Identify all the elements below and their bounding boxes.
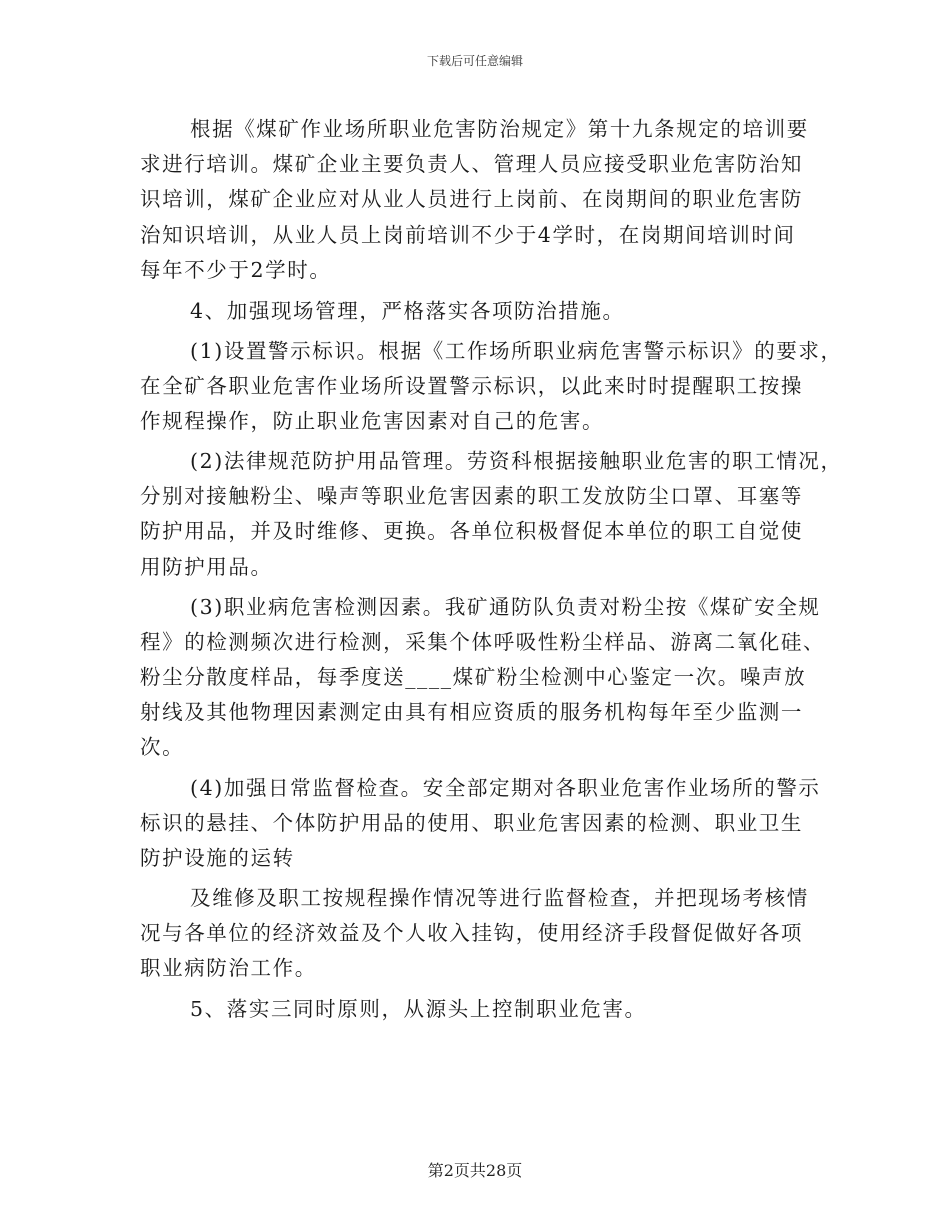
paragraph-line: 次。 [140, 735, 185, 759]
paragraph-line: 标识的悬挂、个体防护用品的使用、职业危害因素的检测、职业卫生 [140, 811, 803, 835]
paragraph-line: 作规程操作，防止职业危害因素对自己的危害。 [140, 409, 605, 433]
paragraph-line: 分别对接触粉尘、噪声等职业危害因素的职工发放防尘口罩、耳塞等 [140, 484, 803, 508]
section-heading: 4、加强现场管理，严格落实各项防治措施。 [190, 299, 625, 323]
paragraph-line: 况与各单位的经济效益及个人收入挂钩，使用经济手段督促做好各项 [140, 921, 803, 945]
paragraph-line: 求进行培训。煤矿企业主要负责人、管理人员应接受职业危害防治知 [140, 152, 803, 176]
paragraph-line: 职业病防治工作。 [140, 956, 317, 980]
paragraph-line: (4)加强日常监督检查。安全部定期对各职业危害作业场所的警示 [190, 776, 821, 800]
paragraph-line: (3)职业病危害检测因素。我矿通防队负责对粉尘按《煤矿安全规 [190, 595, 821, 619]
paragraph-line: 每年不少于2学时。 [140, 258, 332, 282]
paragraph-line: 防护用品，并及时维修、更换。各单位积极督促本单位的职工自觉使 [140, 519, 803, 543]
paragraph-line: 识培训，煤矿企业应对从业人员进行上岗前、在岗期间的职业危害防 [140, 187, 803, 211]
paragraph-line: 程》的检测频次进行检测，采集个体呼吸性粉尘样品、游离二氧化硅、 [140, 630, 826, 654]
page-header: 下载后可任意编辑 [426, 54, 523, 68]
paragraph-line: (2)法律规范防护用品管理。劳资科根据接触职业危害的职工情况， [190, 449, 843, 473]
paragraph-line: 射线及其他物理因素测定由具有相应资质的服务机构每年至少监测一 [140, 700, 803, 724]
paragraph-line: 用防护用品。 [140, 555, 273, 579]
paragraph-line: 根据《煤矿作业场所职业危害防治规定》第十九条规定的培训要 [190, 117, 809, 141]
paragraph-line: 粉尘分散度样品，每季度送____煤矿粉尘检测中心鉴定一次。噪声放 [140, 665, 807, 689]
section-heading: 5、落实三同时原则，从源头上控制职业危害。 [190, 997, 647, 1021]
paragraph-line: 防护设施的运转 [140, 846, 295, 870]
paragraph-line: 治知识培训，从业人员上岗前培训不少于4学时，在岗期间培训时间 [140, 223, 796, 247]
page-number: 第2页共28页 [427, 1161, 523, 1180]
paragraph-line: (1)设置警示标识。根据《工作场所职业病危害警示标识》的要求， [190, 339, 843, 363]
paragraph-line: 及维修及职工按规程操作情况等进行监督检查，并把现场考核情 [190, 886, 809, 910]
paragraph-line: 在全矿各职业危害作业场所设置警示标识，以此来时时提醒职工按操 [140, 374, 803, 398]
